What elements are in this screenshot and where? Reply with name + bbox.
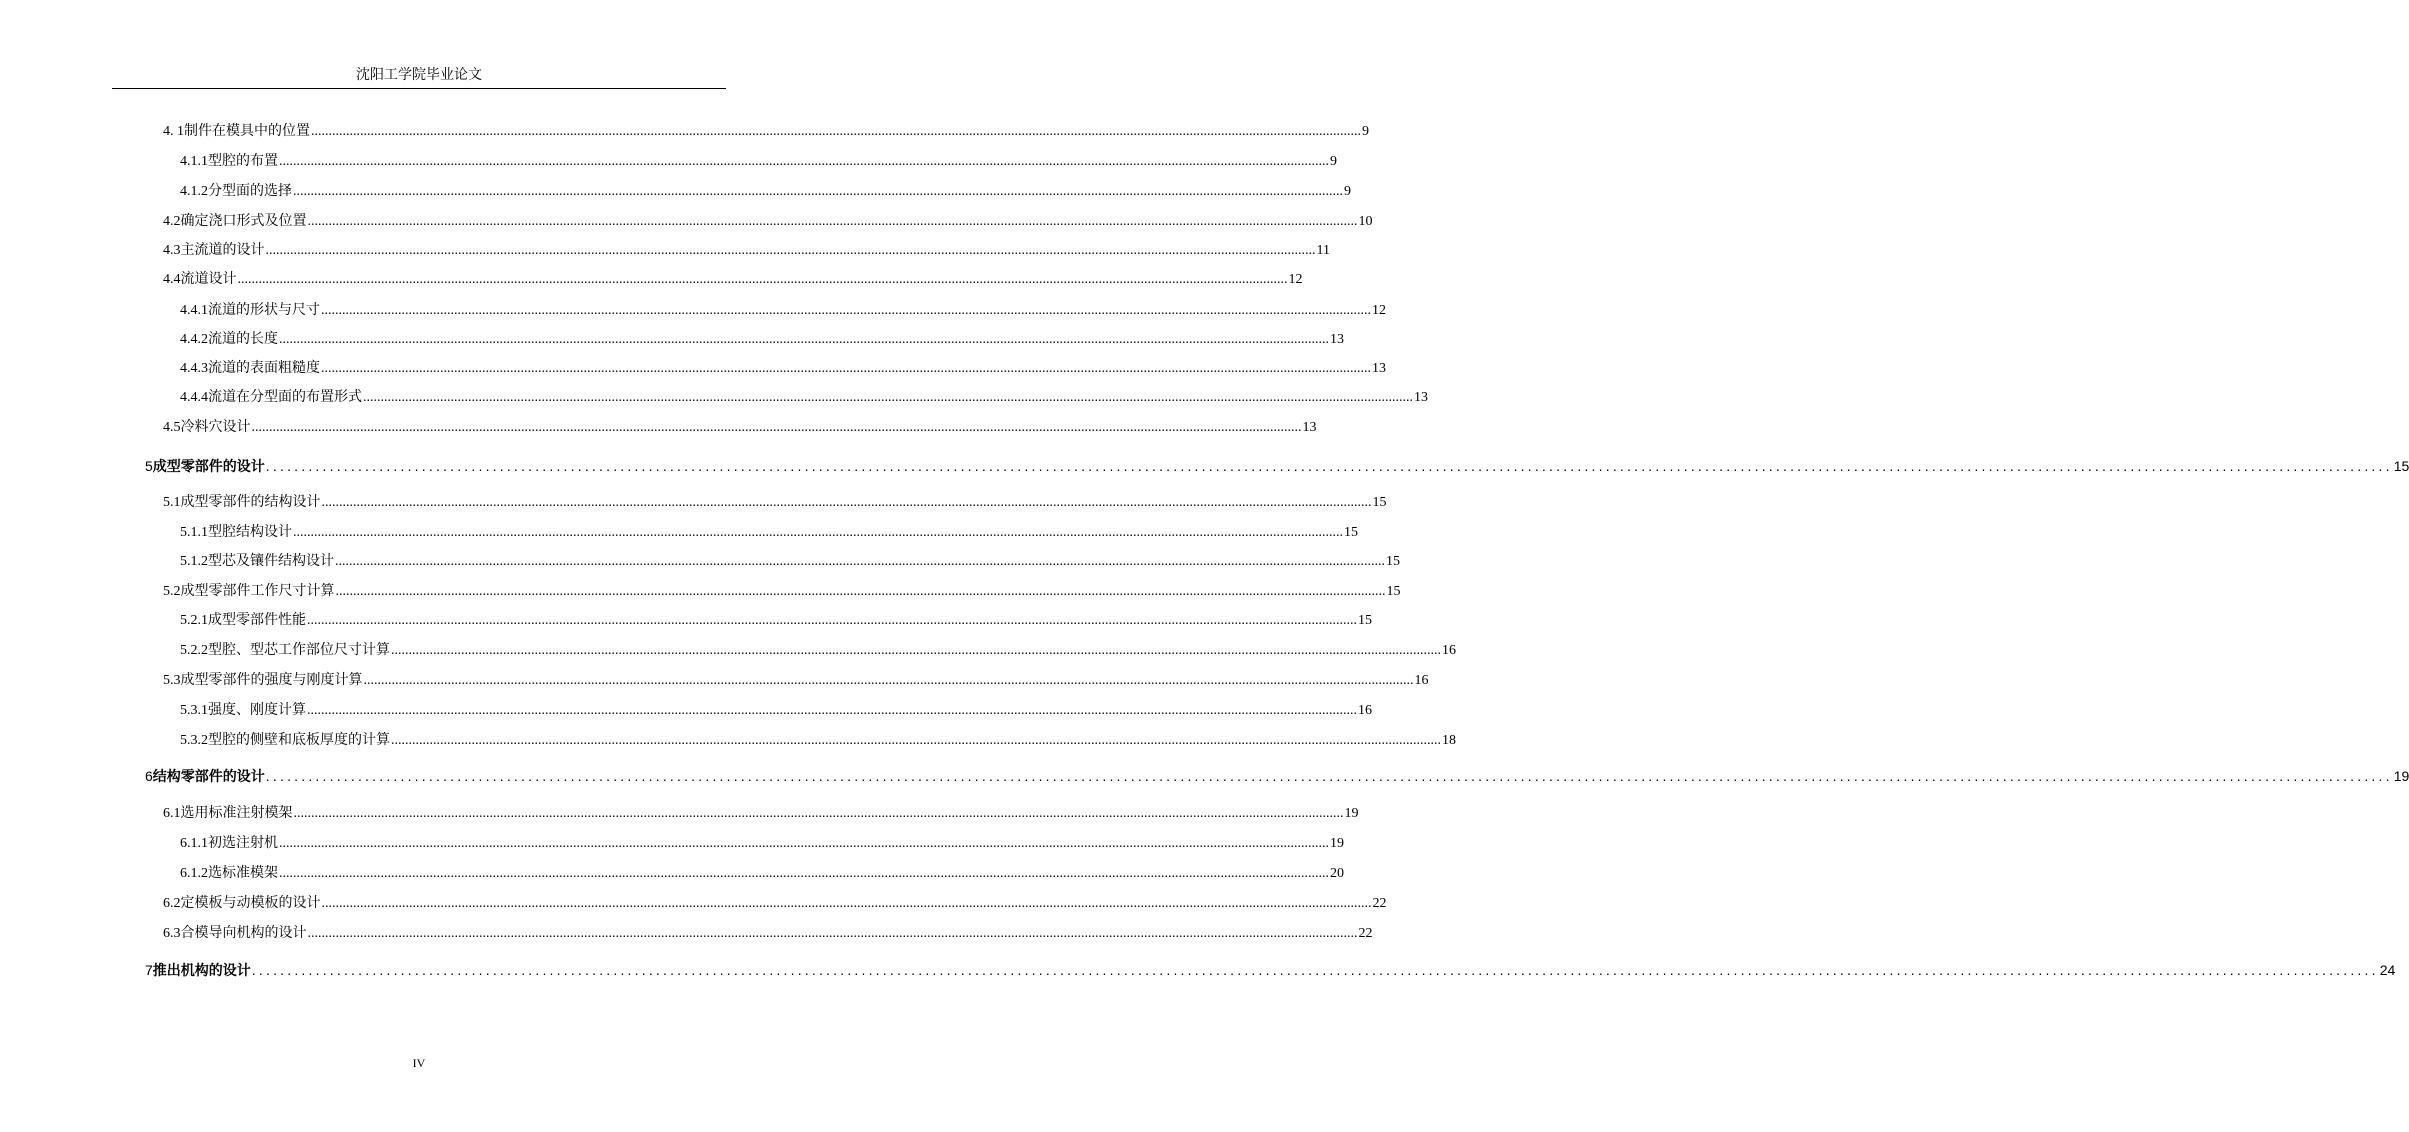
- toc-entry-title: 推出机构的设计: [152, 962, 251, 978]
- toc-entry-page: 16: [1414, 673, 1429, 688]
- toc-entry-title: 型腔、型芯工作部位尺寸计算: [208, 643, 390, 658]
- toc-entry-page: 15: [1386, 584, 1401, 599]
- toc-entry-title: 流道的形状与尺寸: [208, 303, 320, 318]
- toc-entry-number: 4.4: [163, 272, 181, 287]
- dot-leader: ............................................................................................................................................................................................................................................................................................................: [293, 184, 1343, 199]
- toc-entry-page: 11: [1316, 243, 1330, 258]
- toc-entry-page: 12: [1372, 303, 1386, 318]
- toc-entry[interactable]: [163, 895, 1387, 913]
- toc-entry-page: 9: [1330, 154, 1337, 169]
- toc-entry-title: 型腔的侧壁和底板厚度的计算: [208, 733, 390, 748]
- toc-entry-number: 4.1.1: [180, 154, 208, 169]
- toc-entry-page: 13: [1330, 332, 1344, 347]
- toc-entry-page: 18: [1442, 733, 1456, 748]
- dot-leader: ............................................................................................................................................................................................................................................................................................................: [363, 673, 1414, 688]
- toc-entry-page: 12: [1288, 272, 1303, 287]
- dot-leader: ............................................................................................................................................................................................................................................................................................................: [279, 154, 1329, 169]
- dot-leader: ............................................................................................................................................................................................................................................................................................................: [237, 272, 1288, 287]
- toc-entry[interactable]: [163, 925, 1373, 943]
- toc-entry[interactable]: [163, 271, 1303, 289]
- toc-entry-title: 流道设计: [180, 272, 237, 287]
- toc-entry-page: 15: [1358, 613, 1372, 628]
- toc-entry-title: 型腔结构设计: [208, 525, 292, 540]
- dot-leader: ............................................................................................................................................................................................................................................................................................................: [321, 896, 1372, 911]
- toc-entry-page: 19: [1330, 836, 1344, 851]
- toc-entry[interactable]: [180, 732, 1456, 750]
- toc-entry-page: 10: [1358, 214, 1373, 229]
- toc-entry-title: 型芯及镶件结构设计: [208, 554, 334, 569]
- toc-entry-number: 4.4.2: [180, 332, 208, 347]
- toc-entry-title: 成型零部件的结构设计: [180, 495, 321, 510]
- toc-entry[interactable]: [163, 123, 1369, 141]
- toc-entry[interactable]: [145, 961, 2396, 979]
- toc-entry-title: 成型零部件的强度与刚度计算: [180, 673, 363, 688]
- toc-entry-page: 9: [1362, 124, 1369, 139]
- toc-entry[interactable]: [180, 331, 1344, 349]
- toc-entry-number: 4.3: [163, 243, 181, 258]
- dot-leader: ............................................................................................................................................................................................................................................................................................................: [293, 806, 1344, 821]
- toc-entry-number: 4.4.4: [180, 390, 208, 405]
- toc-entry[interactable]: [180, 183, 1351, 201]
- toc-entry-title: 成型零部件性能: [208, 613, 306, 628]
- toc-entry[interactable]: [180, 360, 1386, 378]
- dot-leader: ............................................................................................................................................................................................................................................................................................................: [363, 390, 1413, 405]
- toc-entry[interactable]: [145, 457, 2409, 475]
- toc-entry[interactable]: [180, 612, 1372, 630]
- toc-entry-number: 6.3: [163, 926, 181, 941]
- toc-entry[interactable]: [180, 153, 1337, 171]
- dot-leader: ............................................................................................................................................................................................................................................................................................................: [307, 926, 1358, 941]
- toc-entry-page: 9: [1344, 184, 1351, 199]
- dot-leader: ............................................................................................................................................................................................................................................................................................................: [307, 214, 1358, 229]
- toc-entry-page: 15: [1386, 554, 1400, 569]
- toc-entry-number: 5.2: [163, 584, 181, 599]
- dot-leader: ............................................................................................................................................................................................................................................................................................................: [321, 303, 1371, 318]
- toc-entry[interactable]: [163, 494, 1387, 512]
- toc-entry-page: 16: [1358, 703, 1372, 718]
- dot-leader: ............................................................................................................................................................................................................................................................................................................: [321, 361, 1371, 376]
- toc-entry-page: 13: [1302, 420, 1317, 435]
- toc-entry[interactable]: [180, 642, 1456, 660]
- dot-leader: ............................................................................................................................................................................................................................................................................................................: [293, 525, 1343, 540]
- toc-entry[interactable]: [180, 524, 1358, 542]
- page-header-title: 沈阳工学院毕业论文: [356, 68, 482, 83]
- toc-entry-number: 5.3: [163, 673, 181, 688]
- toc-entry-title: 选用标准注射模架: [180, 806, 293, 821]
- toc-entry-number: 6.1: [163, 806, 181, 821]
- toc-entry-page: 15: [1372, 495, 1387, 510]
- toc-entry-title: 成型零部件工作尺寸计算: [180, 584, 335, 599]
- toc-entry-page: 15: [2393, 458, 2409, 474]
- toc-entry-page: 13: [1372, 361, 1386, 376]
- toc-entry-number: 4.4.3: [180, 361, 208, 376]
- toc-entry[interactable]: [163, 583, 1401, 601]
- toc-entry[interactable]: [180, 553, 1400, 571]
- toc-entry-page: 22: [1372, 896, 1387, 911]
- dot-leader: ............................................................................................................................................................................................................................................................................................................: [265, 458, 2393, 474]
- toc-entry-number: 4.5: [163, 420, 181, 435]
- toc-entry-number: 6.2: [163, 896, 181, 911]
- toc-entry-title: 制件在模具中的位置: [184, 124, 310, 139]
- toc-entry-number: 6: [145, 768, 153, 784]
- dot-leader: ............................................................................................................................................................................................................................................................................................................: [279, 836, 1329, 851]
- toc-entry-page: 19: [2393, 768, 2409, 784]
- toc-entry-number: 5: [145, 458, 153, 474]
- toc-entry-title: 流道在分型面的布置形式: [208, 390, 362, 405]
- toc-entry-number: 5.3.2: [180, 733, 208, 748]
- dot-leader: ............................................................................................................................................................................................................................................................................................................: [265, 768, 2393, 784]
- toc-entry-page: 24: [2379, 962, 2396, 978]
- toc-entry-page: 13: [1414, 390, 1428, 405]
- toc-entry[interactable]: [163, 805, 1359, 823]
- toc-entry-number: 5.1.2: [180, 554, 208, 569]
- toc-entry[interactable]: [163, 242, 1330, 260]
- dot-leader: ............................................................................................................................................................................................................................................................................................................: [335, 554, 1385, 569]
- toc-entry-title: 结构零部件的设计: [152, 768, 265, 784]
- toc-entry[interactable]: [163, 213, 1373, 231]
- toc-entry-title: 分型面的选择: [208, 184, 292, 199]
- toc-entry-page: 15: [1344, 525, 1358, 540]
- toc-entry[interactable]: [180, 865, 1344, 883]
- toc-entry-title: 型腔的布置: [208, 154, 278, 169]
- dot-leader: ............................................................................................................................................................................................................................................................................................................: [265, 243, 1316, 258]
- dot-leader: ............................................................................................................................................................................................................................................................................................................: [307, 613, 1357, 628]
- toc-entry[interactable]: [180, 835, 1344, 853]
- toc-entry-number: 6.1.1: [180, 836, 208, 851]
- toc-entry-title: 选标准模架: [208, 866, 278, 881]
- dot-leader: ............................................................................................................................................................................................................................................................................................................: [335, 584, 1386, 599]
- toc-entry-title: 流道的表面粗糙度: [208, 361, 320, 376]
- toc-entry-title: 合模导向机构的设计: [180, 926, 307, 941]
- toc-entry-title: 成型零部件的设计: [152, 458, 265, 474]
- toc-entry[interactable]: [163, 672, 1429, 690]
- toc-entry-number: 4. 1: [163, 124, 184, 139]
- header-rule: [112, 88, 726, 89]
- dot-leader: ............................................................................................................................................................................................................................................................................................................: [307, 703, 1357, 718]
- toc-entry[interactable]: [145, 767, 2409, 785]
- toc-entry-title: 冷料穴设计: [180, 420, 251, 435]
- toc-entry-number: 4.1.2: [180, 184, 208, 199]
- toc-entry[interactable]: [180, 302, 1386, 320]
- toc-entry[interactable]: [163, 419, 1317, 437]
- toc-entry-number: 6.1.2: [180, 866, 208, 881]
- toc-entry-page: 20: [1330, 866, 1344, 881]
- dot-leader: ............................................................................................................................................................................................................................................................................................................: [279, 866, 1329, 881]
- dot-leader: ............................................................................................................................................................................................................................................................................................................: [251, 420, 1302, 435]
- dot-leader: ............................................................................................................................................................................................................................................................................................................: [251, 962, 2379, 978]
- toc-entry-number: 5.2.1: [180, 613, 208, 628]
- toc-entry-number: 5.3.1: [180, 703, 208, 718]
- toc-entry-title: 流道的长度: [208, 332, 278, 347]
- toc-entry-title: 确定浇口形式及位置: [180, 214, 307, 229]
- dot-leader: ............................................................................................................................................................................................................................................................................................................: [391, 643, 1441, 658]
- toc-entry-number: 7: [145, 962, 153, 978]
- dot-leader: ............................................................................................................................................................................................................................................................................................................: [391, 733, 1441, 748]
- toc-entry-title: 强度、刚度计算: [208, 703, 306, 718]
- toc-entry-title: 主流道的设计: [180, 243, 265, 258]
- toc-entry-page: 16: [1442, 643, 1456, 658]
- toc-entry[interactable]: [180, 389, 1428, 407]
- toc-entry-page: 22: [1358, 926, 1373, 941]
- dot-leader: ............................................................................................................................................................................................................................................................................................................: [321, 495, 1372, 510]
- toc-entry-number: 5.2.2: [180, 643, 208, 658]
- toc-entry-title: 初选注射机: [208, 836, 278, 851]
- toc-entry-page: 19: [1344, 806, 1359, 821]
- dot-leader: ............................................................................................................................................................................................................................................................................................................: [311, 124, 1361, 139]
- toc-entry-number: 5.1: [163, 495, 181, 510]
- toc-entry-number: 4.2: [163, 214, 181, 229]
- toc-entry-number: 5.1.1: [180, 525, 208, 540]
- toc-entry-number: 4.4.1: [180, 303, 208, 318]
- page-number: IV: [412, 1056, 426, 1070]
- toc-entry-title: 定模板与动模板的设计: [180, 896, 321, 911]
- toc-entry[interactable]: [180, 702, 1372, 720]
- dot-leader: ............................................................................................................................................................................................................................................................................................................: [279, 332, 1329, 347]
